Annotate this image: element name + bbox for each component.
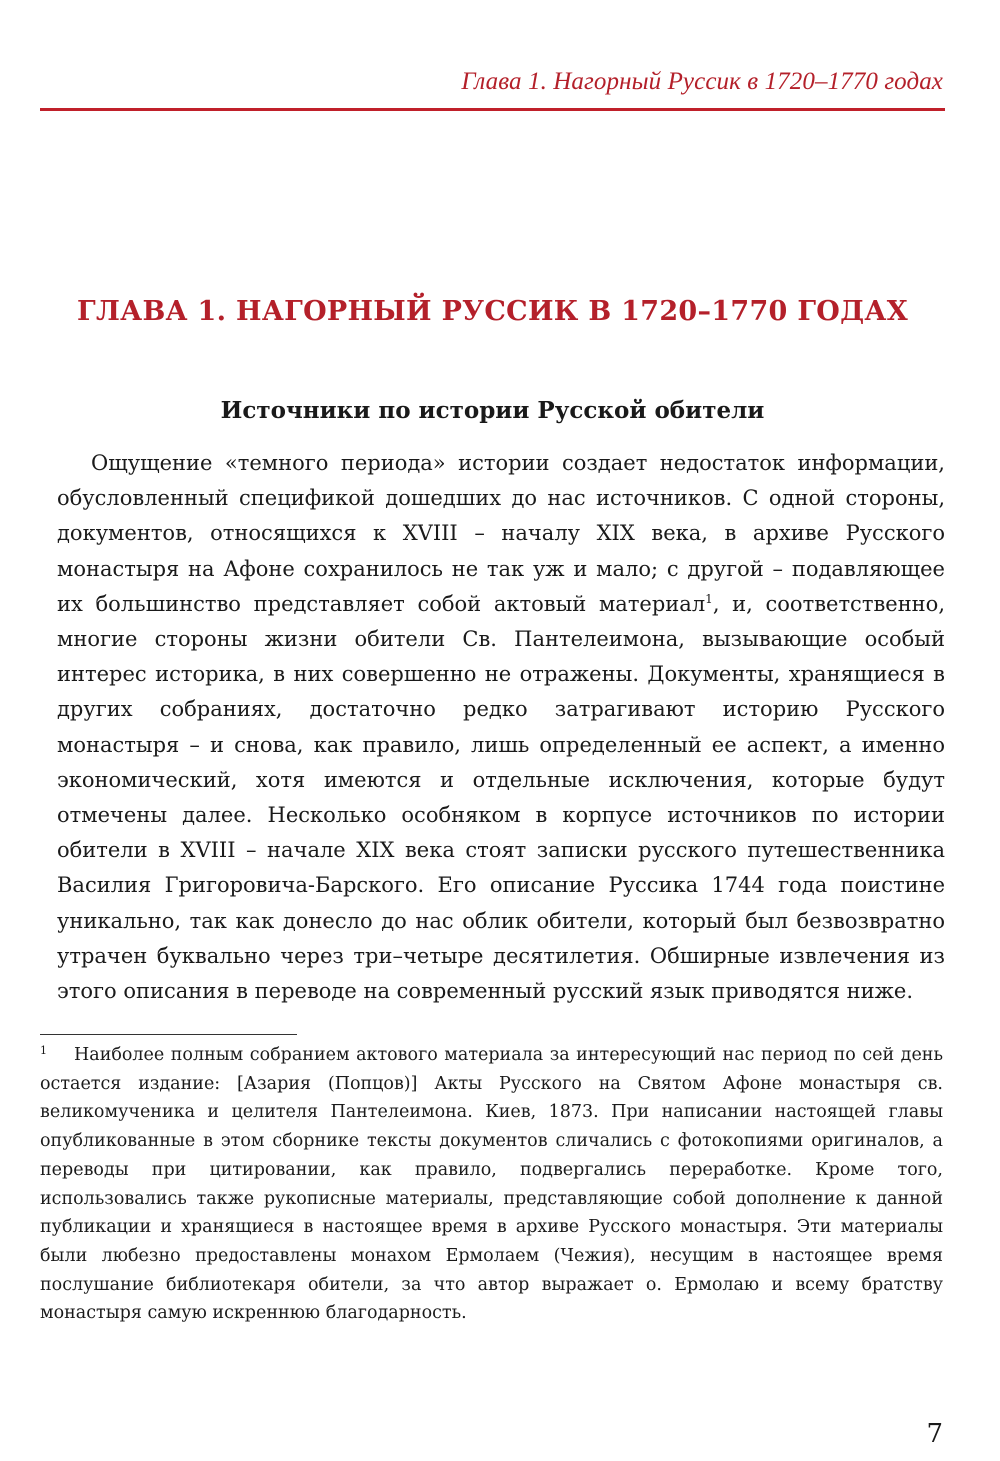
body-text-part-1: Ощущение «темного периода» истории создает недостаток информации, обусловленный спецификой дошедших до нас источников. С одной стороны, документов, относящихся к XVIII – началу XIX века, в архиве Русского монастыря на Афоне сохранилось не так уж и мало; с другой – подавляющее их большинство представляет собой актовый материал (57, 451, 945, 616)
footnote-reference[interactable]: 1 (705, 591, 713, 606)
section-title: Источники по истории Русской обители (220, 397, 765, 424)
footnote-text: Наиболее полным собранием актового материала за интересующий нас период по сей день остается издание: [Азария (Попцов)] Акты Русского на Святом Афоне монастыря св. великомученика и целителя Пантелеимона. Киев, 1873. При написании настоящей главы опубликованные в этом сборнике тексты документов сличались с фотокопиями оригиналов, а переводы при цитировании, как правило, подвергались переработке. Кроме того, использовались также рукописные материалы, представляющие собой дополнение к данной публикации и хранящиеся в настоящее время в архиве Русского монастыря. Эти материалы были любезно предоставлены монахом Ермолаем (Чежия), несущим в настоящее время послушание библиотекаря обители, за что автор выражает о. Ермолаю и всему братству монастыря самую искреннюю благодарность. (40, 1045, 943, 1324)
header-rule (40, 108, 945, 111)
page-number: 7 (926, 1419, 943, 1449)
running-header: Глава 1. Нагорный Руссик в 1720–1770 годах (461, 68, 943, 95)
footnote-divider (40, 1034, 297, 1035)
chapter-title: ГЛАВА 1. НАГОРНЫЙ РУССИК В 1720–1770 ГОДАХ (77, 296, 908, 327)
footnote-mark: 1 (40, 1044, 47, 1057)
body-paragraph (57, 446, 945, 1009)
body-text-part-2: , и, соответственно, многие стороны жизни обители Св. Пантелеимона, вызывающие особый интерес историка, в них совершенно не отражены. Документы, хранящиеся в других собраниях, достаточно редко затрагивают историю Русского монастыря – и снова, как правило, лишь определенный ее аспект, а именно экономический, хотя имеются и отдельные исключения, которые будут отмечены далее. Несколько особняком в корпусе источников по истории обители в XVIII – начале XIX века стоят записки русского путешественника Василия Григоровича-Барского. Его описание Руссика 1744 года поистине уникально, так как донесло до нас облик обители, который был безвозвратно утрачен буквально через три–четыре десятилетия. Обширные извлечения из этого описания в переводе на современный русский язык приводятся ниже. (57, 591, 946, 1004)
